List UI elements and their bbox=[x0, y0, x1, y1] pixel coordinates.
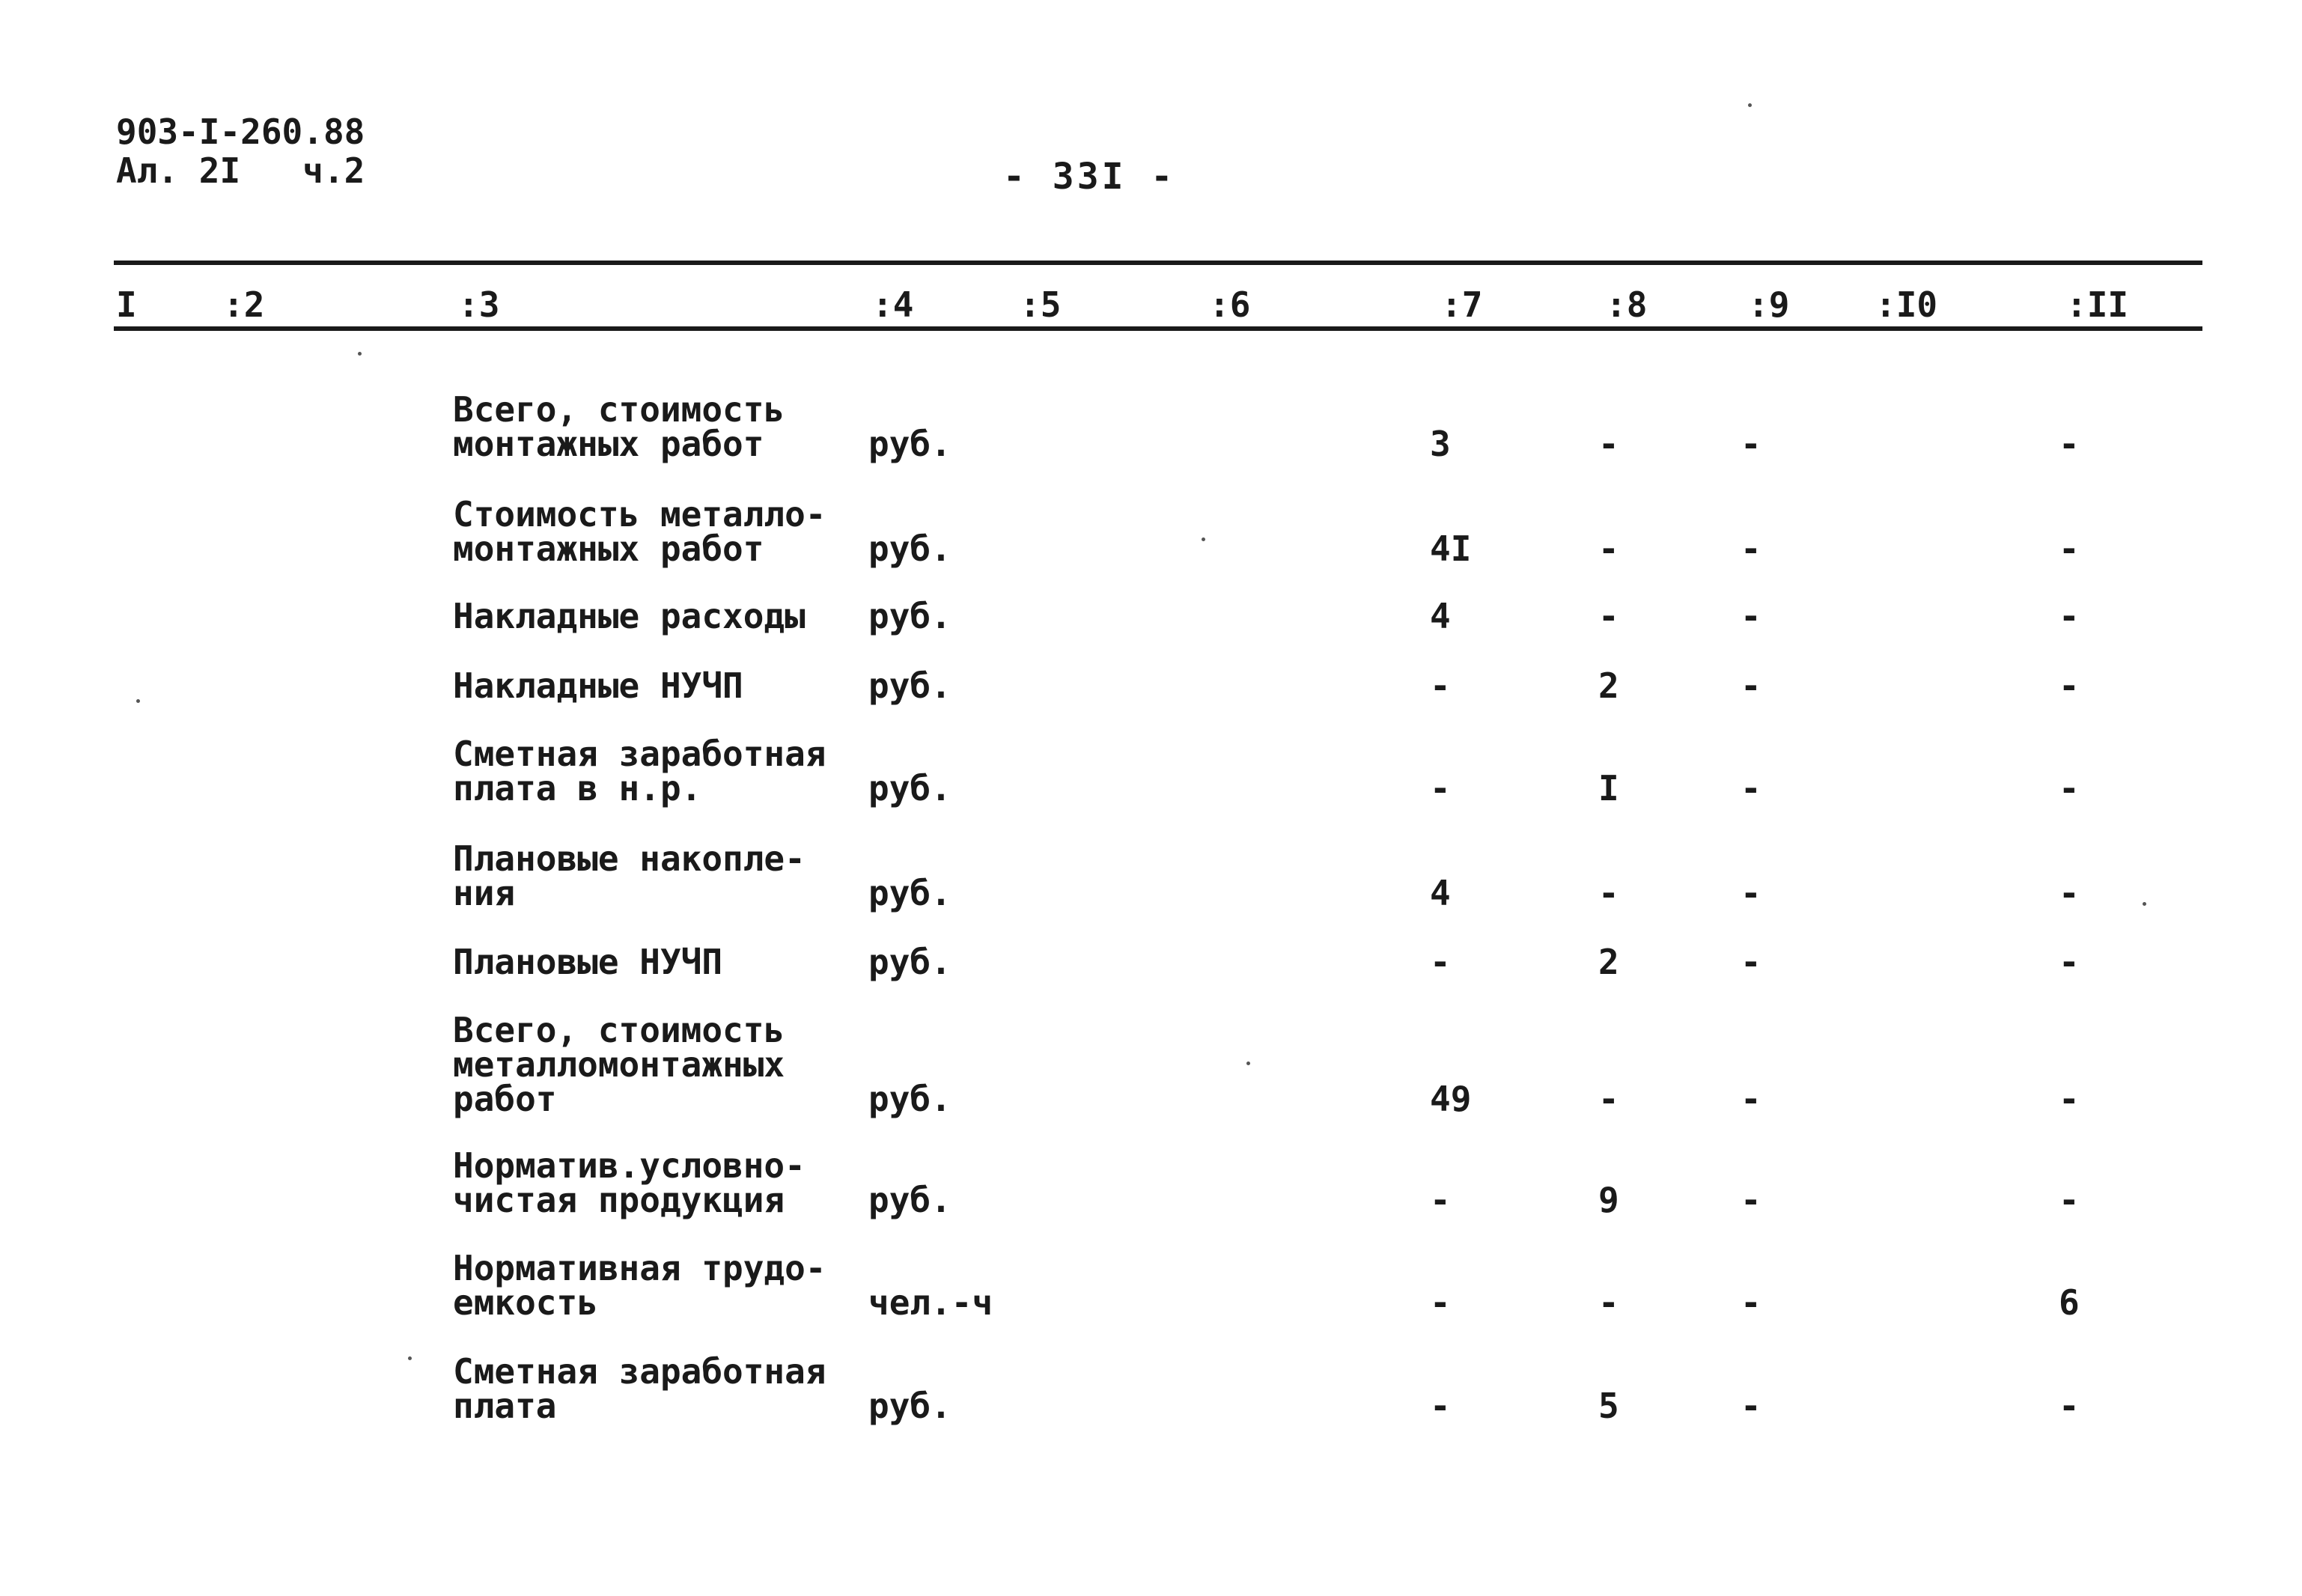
row-label-line: Сметная заработная bbox=[453, 1351, 826, 1392]
document-code bbox=[116, 112, 365, 190]
row-label-line: Всего, стоимость bbox=[453, 389, 785, 430]
column-header-7: :7 bbox=[1441, 284, 1483, 325]
cell-c11: - bbox=[2059, 768, 2080, 808]
row-label-line: работ bbox=[453, 1079, 557, 1119]
row-label bbox=[453, 838, 806, 913]
cell-unit: руб. bbox=[868, 1079, 951, 1119]
cell-unit: руб. bbox=[868, 873, 951, 913]
scan-speck bbox=[358, 352, 362, 356]
row-label-line: Плановые накопле- bbox=[453, 838, 806, 879]
cell-unit: руб. bbox=[868, 942, 951, 982]
cell-c11: - bbox=[2059, 424, 2080, 464]
row-label bbox=[453, 734, 826, 808]
cell-c8: - bbox=[1598, 596, 1619, 636]
cell-c9: - bbox=[1741, 942, 1761, 982]
cell-c7: 4I bbox=[1430, 529, 1472, 569]
row-label-line: плата bbox=[453, 1386, 557, 1426]
row-label-line: Стоимость металло- bbox=[453, 494, 826, 534]
cell-c11: - bbox=[2059, 1180, 2080, 1220]
cell-c8: I bbox=[1598, 768, 1619, 808]
cell-c9: - bbox=[1741, 1282, 1761, 1323]
row-label-line: Накладные НУЧП bbox=[453, 665, 743, 706]
row-label bbox=[453, 665, 743, 706]
column-header-9: :9 bbox=[1748, 284, 1790, 325]
document-code-line1: 903-I-260.88 bbox=[116, 112, 365, 152]
cell-c7: 4 bbox=[1430, 873, 1451, 913]
cell-c9: - bbox=[1741, 873, 1761, 913]
cell-c9: - bbox=[1741, 1180, 1761, 1220]
row-label bbox=[453, 389, 785, 464]
scan-speck bbox=[1246, 1062, 1250, 1065]
column-header-8: :8 bbox=[1606, 284, 1648, 325]
cell-c11: - bbox=[2059, 1386, 2080, 1426]
cell-c11: - bbox=[2059, 596, 2080, 636]
cell-c8: - bbox=[1598, 424, 1619, 464]
cell-c8: - bbox=[1598, 1282, 1619, 1323]
cell-c7: 49 bbox=[1430, 1079, 1472, 1119]
document-code-line2: Ал. 2I ч.2 bbox=[116, 150, 365, 191]
row-label bbox=[453, 1145, 806, 1220]
table-header-rule bbox=[114, 326, 2202, 331]
row-label bbox=[453, 494, 826, 569]
cell-c7: - bbox=[1430, 665, 1451, 706]
cell-c9: - bbox=[1741, 1079, 1761, 1119]
scan-speck bbox=[2143, 902, 2146, 906]
column-header-2: :2 bbox=[223, 284, 265, 325]
cell-c9: - bbox=[1741, 424, 1761, 464]
row-label bbox=[453, 596, 806, 636]
cell-unit: руб. bbox=[868, 596, 951, 636]
cell-c9: - bbox=[1741, 1386, 1761, 1426]
cell-c8: - bbox=[1598, 529, 1619, 569]
cell-c7: - bbox=[1430, 1180, 1451, 1220]
cell-c7: - bbox=[1430, 1282, 1451, 1323]
cell-c8: - bbox=[1598, 1079, 1619, 1119]
cell-c9: - bbox=[1741, 665, 1761, 706]
cell-c9: - bbox=[1741, 529, 1761, 569]
cell-c8: - bbox=[1598, 873, 1619, 913]
column-header-1: I bbox=[116, 284, 137, 325]
row-label-line: Накладные расходы bbox=[453, 596, 806, 636]
row-label-line: монтажных работ bbox=[453, 424, 764, 464]
cell-c7: 4 bbox=[1430, 596, 1451, 636]
scan-speck bbox=[1202, 537, 1205, 541]
row-label-line: Плановые НУЧП bbox=[453, 942, 723, 982]
row-label-line: Сметная заработная bbox=[453, 734, 826, 774]
cell-c9: - bbox=[1741, 768, 1761, 808]
row-label bbox=[453, 1248, 826, 1323]
row-label-line: Нормативная трудо- bbox=[453, 1248, 826, 1288]
table-top-rule bbox=[114, 261, 2202, 265]
row-label-line: монтажных работ bbox=[453, 529, 764, 569]
cell-unit: руб. bbox=[868, 1180, 951, 1220]
row-label-line: Всего, стоимость bbox=[453, 1010, 785, 1050]
cell-c11: - bbox=[2059, 665, 2080, 706]
cell-c7: 3 bbox=[1430, 424, 1451, 464]
row-label-line: ния bbox=[453, 873, 516, 913]
column-header-4: :4 bbox=[872, 284, 914, 325]
cell-unit: руб. bbox=[868, 424, 951, 464]
row-label-line: емкость bbox=[453, 1282, 598, 1323]
cell-c7: - bbox=[1430, 768, 1451, 808]
page-number: - 33I - bbox=[1003, 156, 1176, 198]
cell-c8: 9 bbox=[1598, 1180, 1619, 1220]
cell-c8: 5 bbox=[1598, 1386, 1619, 1426]
scan-speck bbox=[136, 699, 140, 703]
row-label bbox=[453, 1010, 785, 1119]
column-header-11: :II bbox=[2066, 284, 2129, 325]
row-label-line: плата в н.р. bbox=[453, 768, 702, 808]
cell-unit: руб. bbox=[868, 1386, 951, 1426]
cell-c11: - bbox=[2059, 942, 2080, 982]
cell-unit: руб. bbox=[868, 665, 951, 706]
column-header-10: :I0 bbox=[1875, 284, 1938, 325]
cell-c11: - bbox=[2059, 1079, 2080, 1119]
cell-c11: 6 bbox=[2059, 1282, 2080, 1323]
scan-speck bbox=[1748, 103, 1752, 107]
cell-unit: руб. bbox=[868, 529, 951, 569]
row-label-line: чистая продукция bbox=[453, 1180, 785, 1220]
cell-c9: - bbox=[1741, 596, 1761, 636]
column-header-3: :3 bbox=[458, 284, 500, 325]
cell-c7: - bbox=[1430, 942, 1451, 982]
scan-speck bbox=[408, 1356, 412, 1360]
column-header-5: :5 bbox=[1020, 284, 1062, 325]
cell-c7: - bbox=[1430, 1386, 1451, 1426]
cell-c8: 2 bbox=[1598, 942, 1619, 982]
cell-c11: - bbox=[2059, 529, 2080, 569]
cell-c11: - bbox=[2059, 873, 2080, 913]
cell-c8: 2 bbox=[1598, 665, 1619, 706]
cell-unit: чел.-ч bbox=[868, 1282, 993, 1323]
column-header-6: :6 bbox=[1209, 284, 1251, 325]
row-label bbox=[453, 942, 723, 982]
row-label bbox=[453, 1351, 826, 1426]
row-label-line: Норматив.условно- bbox=[453, 1145, 806, 1186]
row-label-line: металломонтажных bbox=[453, 1044, 785, 1085]
cell-unit: руб. bbox=[868, 768, 951, 808]
